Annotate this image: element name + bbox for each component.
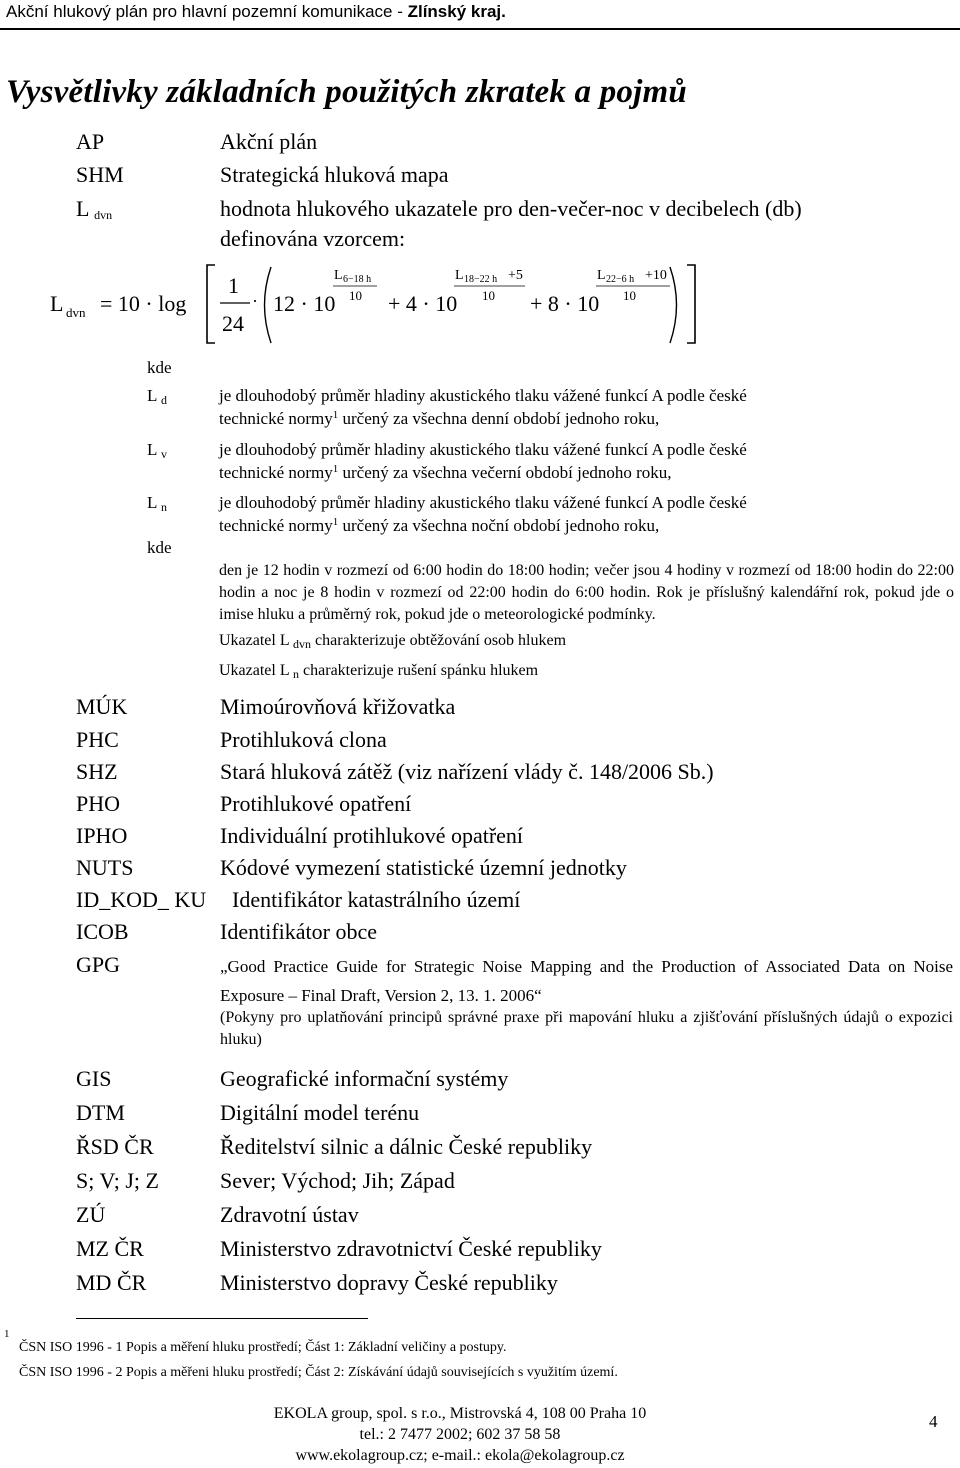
def-ld-line2: technické normy$^1$ určený za všechna denní období jednoho roku, [219,409,660,428]
left-bracket [207,265,215,343]
term2: + 4 · 10 [388,291,458,316]
def-shz: Stará hluková zátěž (viz nařízení vlády č. 148/2006 Sb.) [220,759,714,784]
term1-exp-den: 10 [349,288,362,303]
def-pho: Protihlukové opatření [220,791,412,816]
def-ld-line1: je dlouhodobý průměr hladiny akustického tlaku vážené funkcí A podle české [219,386,747,405]
sym-lv: L $_v$ [147,440,168,461]
term3-exp-sub: 22−6 h [606,274,635,285]
abbr-shm: SHM [76,162,124,187]
term2-exp-sym: L [455,268,464,283]
abbr-svjz: S; V; J; Z [76,1168,159,1193]
def-ap: Akční plán [220,129,318,154]
ldvn-formula [0,255,960,350]
footer-tel: tel.: 2 7477 2002; 602 37 58 58 [359,1426,561,1443]
term3-exp-sym: L [597,268,606,283]
footnote-2: ČSN ISO 1996 - 2 Popis a měřeni hluku prostředí; Část 2: Získávání údajů souvisejících s využitím území. [19,1365,618,1380]
dot: · [252,291,258,311]
def-shm: Strategická hluková mapa [220,162,449,187]
right-paren [670,267,677,343]
abbr-mdcr: MD ČR [76,1270,147,1295]
term2-exp-sub: 18−22 h [464,274,498,285]
def-ipho: Individuální protihlukové opatření [220,823,524,848]
abbr-pho: PHO [76,791,121,816]
term1-exp-sym: L [334,268,343,283]
term2-exp-den: 10 [482,288,495,303]
footer-company: EKOLA group, spol. s r.o., Mistrovská 4, 108 00 Praha 10 [273,1405,647,1422]
frac-num: 1 [228,273,239,298]
abbr-rsd: ŘSD ČR [76,1134,154,1159]
def-gpg: „Good Practice Guide for Strategic Noise Mapping and the Production of Associated Data on Noise Exposure – Final Draft, Version 2, 13. 1. 2006“ [220,957,953,1005]
term1-exp-sub: 6−18 h [343,274,372,285]
abbr-nuts: NUTS [76,855,134,880]
def-muk: Mimoúrovňová křižovatka [220,694,456,719]
term3: + 8 · 10 [530,291,600,316]
abbr-dtm: DTM [76,1100,125,1125]
formula-eq: = 10 · log [100,291,187,316]
den-vecer-noc-text: den je 12 hodin v rozmezí od 6:00 hodin do 18:00 hodin; večer jsou 4 hodiny v rozmezí od 18:00 hodin do 22:00 hodin a noc je 8 hodin v rozmezí od 22:00 hodin do 6:00 hodin. Rok je příslušný kalendářní rok, pokud jde o imise hluku a průměrný rok, pokud jde o meteorologické podmínky. [219,562,954,623]
header-region: Zlínský kraj. [407,2,506,21]
def-ldvn-line1: hodnota hlukového ukazatele pro den-večer-noc v decibelech (db) [220,196,802,221]
def-nuts: Kódové vymezení statistické územní jednotky [220,855,627,880]
abbr-ldvn: L $_{dvn}$ [76,196,113,222]
def-phc: Protihluková clona [220,727,387,752]
def-dtm: Digitální model terénu [220,1100,420,1125]
def-gpg-note: (Pokyny pro uplatňování principů správné praxe při mapování hluku a zjišťování příslušných údajů o expozici hluku) [220,1009,953,1048]
header-rule [0,28,960,30]
def-svjz: Sever; Východ; Jih; Západ [220,1168,455,1193]
abbr-muk: MÚK [76,694,128,719]
term3-exp-den: 10 [623,288,636,303]
kde-label-2: kde [147,538,172,557]
abbr-mzcr: MZ ČR [76,1236,144,1261]
abbr-phc: PHC [76,727,119,752]
footer-web: www.ekolagroup.cz; e-mail.: ekola@ekolagroup.cz [295,1447,625,1464]
def-mzcr: Ministerstvo zdravotnictví České republiky [220,1236,602,1261]
def-mdcr: Ministerstvo dopravy České republiky [220,1270,558,1295]
page-number: 4 [929,1412,938,1431]
def-lv-line2: technické normy$^1$ určený za všechna večerní období jednoho roku, [219,463,672,482]
abbr-ipho: IPHO [76,823,128,848]
term1: 12 · 10 [273,291,336,316]
kde-label-1: kde [147,358,172,377]
def-ldvn-line2: definována vzorcem: [220,226,406,251]
sym-ln: L $_n$ [147,493,168,514]
running-header [6,2,506,22]
abbr-gpg: GPG [76,952,121,977]
def-lv-line1: je dlouhodobý průměr hladiny akustického tlaku vážené funkcí A podle české [219,440,747,459]
abbr-icob: ICOB [76,919,129,944]
ukazatel-ldvn: Ukazatel L $_{dvn}$ charakterizuje obtěžování osob hlukem [219,632,567,651]
footnote-rule [76,1318,368,1319]
def-icob: Identifikátor obce [220,919,377,944]
formula-lhs-sub: dvn [66,305,86,320]
def-ln-line1: je dlouhodobý průměr hladiny akustického tlaku vážené funkcí A podle české [219,493,747,512]
ukazatel-ln: Ukazatel L $_n$ charakterizuje rušení spánku hlukem [219,662,539,681]
term3-exp-add: +10 [645,268,667,283]
left-paren [265,267,272,343]
abbr-shz: SHZ [76,759,118,784]
def-idkod: Identifikátor katastrálního území [232,887,521,912]
def-zu: Zdravotní ústav [220,1202,359,1227]
frac-den: 24 [222,311,244,336]
sym-ld: L $_d$ [147,386,168,407]
header-title: Akční hlukový plán pro hlavní pozemní komunikace - [6,2,408,21]
def-ln-line2: technické normy$^1$ určený za všechna noční období jednoho roku, [219,516,660,535]
def-gis: Geografické informační systémy [220,1066,509,1091]
abbr-ap: AP [76,129,105,154]
footnote-1: ČSN ISO 1996 - 1 Popis a měření hluku prostředí; Část 1: Základní veličiny a postupy. [19,1340,507,1355]
abbr-idkod: ID_KOD_ KU [76,887,207,912]
footnote-mark: 1 [4,1328,10,1340]
formula-lhs: L [50,291,64,316]
term2-exp-add: +5 [508,268,523,283]
right-bracket [687,265,695,343]
abbr-zu: ZÚ [76,1202,106,1227]
def-rsd: Ředitelství silnic a dálnic České republiky [220,1134,593,1159]
abbr-gis: GIS [76,1066,112,1091]
section-title: Vysvětlivky základních použitých zkratek a pojmů [6,74,687,110]
